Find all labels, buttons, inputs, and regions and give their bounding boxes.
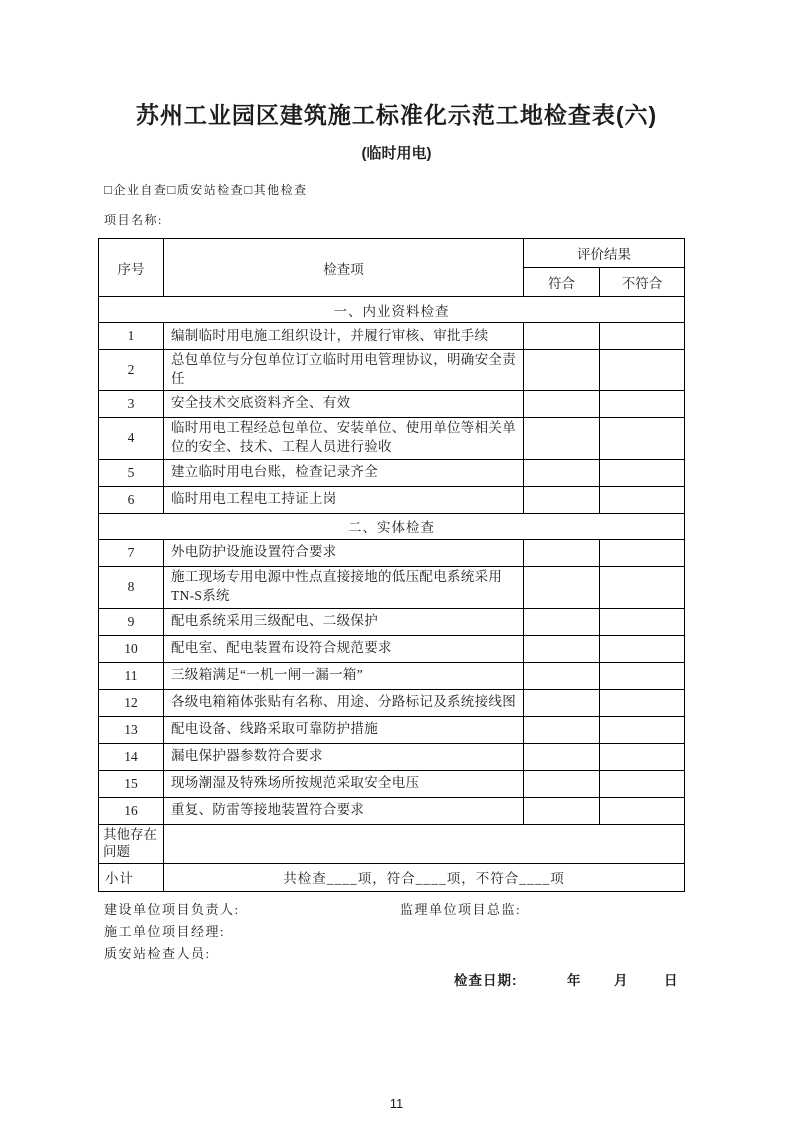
fail-cell[interactable]: [600, 770, 685, 797]
section-row-1: [99, 297, 685, 323]
owner-signature-label: 建设单位项目负责人:: [104, 901, 240, 917]
row-number-cell: 15: [99, 770, 164, 797]
pass-cell[interactable]: [524, 417, 600, 459]
table-row: [99, 635, 685, 662]
fail-cell[interactable]: [600, 635, 685, 662]
row-number-cell: 3: [99, 390, 164, 417]
other-issues-blank[interactable]: [164, 824, 685, 863]
table-row: [99, 662, 685, 689]
fail-cell[interactable]: [600, 390, 685, 417]
checkbox-icon[interactable]: □: [244, 182, 254, 197]
table-row: [99, 390, 685, 417]
section-row-2: [99, 513, 685, 539]
pass-cell[interactable]: [524, 486, 600, 513]
pass-cell[interactable]: [524, 743, 600, 770]
header-item: 检查项: [164, 239, 524, 297]
supervisor-signature-label: 监理单位项目总监:: [400, 901, 522, 917]
month-label: 月: [614, 972, 628, 988]
fail-cell[interactable]: [600, 608, 685, 635]
subtotal-row: [99, 863, 685, 891]
row-number-cell: 2: [99, 350, 164, 391]
check-item-cell: 重复、防雷等接地装置符合要求: [164, 797, 524, 824]
pass-cell[interactable]: [524, 390, 600, 417]
header-seq: 序号: [99, 239, 164, 297]
contractor-signature-label: 施工单位项目经理:: [104, 923, 226, 939]
check-type-line: [104, 181, 793, 198]
fail-cell[interactable]: [600, 417, 685, 459]
table-row: [99, 743, 685, 770]
table-row: [99, 689, 685, 716]
signature-block: [104, 899, 793, 990]
pass-cell[interactable]: [524, 350, 600, 391]
pass-cell[interactable]: [524, 323, 600, 350]
check-option-label-other: 其他检查: [253, 183, 308, 197]
fail-cell[interactable]: [600, 797, 685, 824]
fail-cell[interactable]: [600, 539, 685, 566]
check-item-cell: 安全技术交底资料齐全、有效: [164, 390, 524, 417]
row-number-cell: 9: [99, 608, 164, 635]
check-item-cell: 建立临时用电台账，检查记录齐全: [164, 459, 524, 486]
fail-cell[interactable]: [600, 350, 685, 391]
table-row: [99, 486, 685, 513]
inspector-signature-label: 质安站检查人员:: [104, 945, 211, 961]
table-row: [99, 539, 685, 566]
row-number-cell: 7: [99, 539, 164, 566]
page-number: 11: [389, 1096, 404, 1111]
row-number-cell: 8: [99, 566, 164, 608]
subtotal-label: 小计: [99, 863, 164, 891]
fail-cell[interactable]: [600, 662, 685, 689]
row-number-cell: 16: [99, 797, 164, 824]
checkbox-icon[interactable]: □: [167, 182, 177, 197]
check-item-cell: 现场潮湿及特殊场所按规范采取安全电压: [164, 770, 524, 797]
row-number-cell: 14: [99, 743, 164, 770]
year-label: 年: [567, 972, 581, 988]
row-number-cell: 13: [99, 716, 164, 743]
table-row: [99, 459, 685, 486]
table-row: [99, 770, 685, 797]
check-item-cell: 总包单位与分包单位订立临时用电管理协议，明确安全责任: [164, 350, 524, 391]
header-result: 评价结果: [524, 239, 685, 268]
check-item-cell: 临时用电工程经总包单位、安装单位、使用单位等相关单位的安全、技术、工程人员进行验收: [164, 417, 524, 459]
fail-cell[interactable]: [600, 743, 685, 770]
row-number-cell: 10: [99, 635, 164, 662]
inspection-date-line: [104, 966, 793, 990]
checkbox-icon[interactable]: □: [104, 182, 114, 197]
section2-title: 二、实体检查: [99, 513, 685, 539]
table-row: [99, 417, 685, 459]
pass-cell[interactable]: [524, 608, 600, 635]
header-fail: 不符合: [600, 268, 685, 297]
check-item-cell: 编制临时用电施工组织设计，并履行审核、审批手续: [164, 323, 524, 350]
other-issues-row: [99, 824, 685, 863]
pass-cell[interactable]: [524, 459, 600, 486]
fail-cell[interactable]: [600, 323, 685, 350]
inspection-date-label: 检查日期:: [454, 972, 518, 988]
check-item-cell: 配电系统采用三级配电、二级保护: [164, 608, 524, 635]
pass-cell[interactable]: [524, 716, 600, 743]
check-item-cell: 外电防护设施设置符合要求: [164, 539, 524, 566]
page-subtitle: (临时用电): [361, 145, 432, 162]
page-title: 苏州工业园区建筑施工标准化示范工地检查表(六): [135, 102, 658, 128]
check-item-cell: 施工现场专用电源中性点直接接地的低压配电系统采用TN-S系统: [164, 566, 524, 608]
subtotal-text: 共检查____项，符合____项，不符合____项: [164, 863, 685, 891]
row-number-cell: 11: [99, 662, 164, 689]
signature-line-2: [104, 921, 793, 943]
other-issues-label: 其他存在问题: [99, 824, 164, 863]
pass-cell[interactable]: [524, 566, 600, 608]
row-number-cell: 1: [99, 323, 164, 350]
table-row: [99, 323, 685, 350]
section1-title: 一、内业资料检查: [99, 297, 685, 323]
table-row: [99, 608, 685, 635]
table-row: [99, 797, 685, 824]
pass-cell[interactable]: [524, 689, 600, 716]
signature-line-1: [104, 899, 793, 921]
row-number-cell: 6: [99, 486, 164, 513]
table-row: [99, 350, 685, 391]
check-item-cell: 各级电箱箱体张贴有名称、用途、分路标记及系统接线图: [164, 689, 524, 716]
check-item-cell: 临时用电工程电工持证上岗: [164, 486, 524, 513]
pass-cell[interactable]: [524, 635, 600, 662]
project-name-label: 项目名称:: [104, 213, 163, 227]
fail-cell[interactable]: [600, 716, 685, 743]
pass-cell[interactable]: [524, 770, 600, 797]
pass-cell[interactable]: [524, 662, 600, 689]
row-number-cell: 4: [99, 417, 164, 459]
fail-cell[interactable]: [600, 459, 685, 486]
check-option-label-station: 质安站检查: [176, 183, 245, 197]
fail-cell[interactable]: [600, 566, 685, 608]
signature-line-3: [104, 943, 793, 965]
check-item-cell: 配电设备、线路采取可靠防护措施: [164, 716, 524, 743]
inspection-table: [98, 238, 685, 892]
row-number-cell: 12: [99, 689, 164, 716]
day-label: 日: [664, 972, 678, 988]
pass-cell[interactable]: [524, 539, 600, 566]
pass-cell[interactable]: [524, 797, 600, 824]
fail-cell[interactable]: [600, 486, 685, 513]
check-item-cell: 漏电保护器参数符合要求: [164, 743, 524, 770]
fail-cell[interactable]: [600, 689, 685, 716]
table-row: [99, 716, 685, 743]
header-pass: 符合: [524, 268, 600, 297]
check-option-label-self: 企业自查: [113, 183, 168, 197]
check-item-cell: 配电室、配电装置布设符合规范要求: [164, 635, 524, 662]
check-item-cell: 三级箱满足“一机一闸一漏一箱”: [164, 662, 524, 689]
table-row: [99, 566, 685, 608]
row-number-cell: 5: [99, 459, 164, 486]
